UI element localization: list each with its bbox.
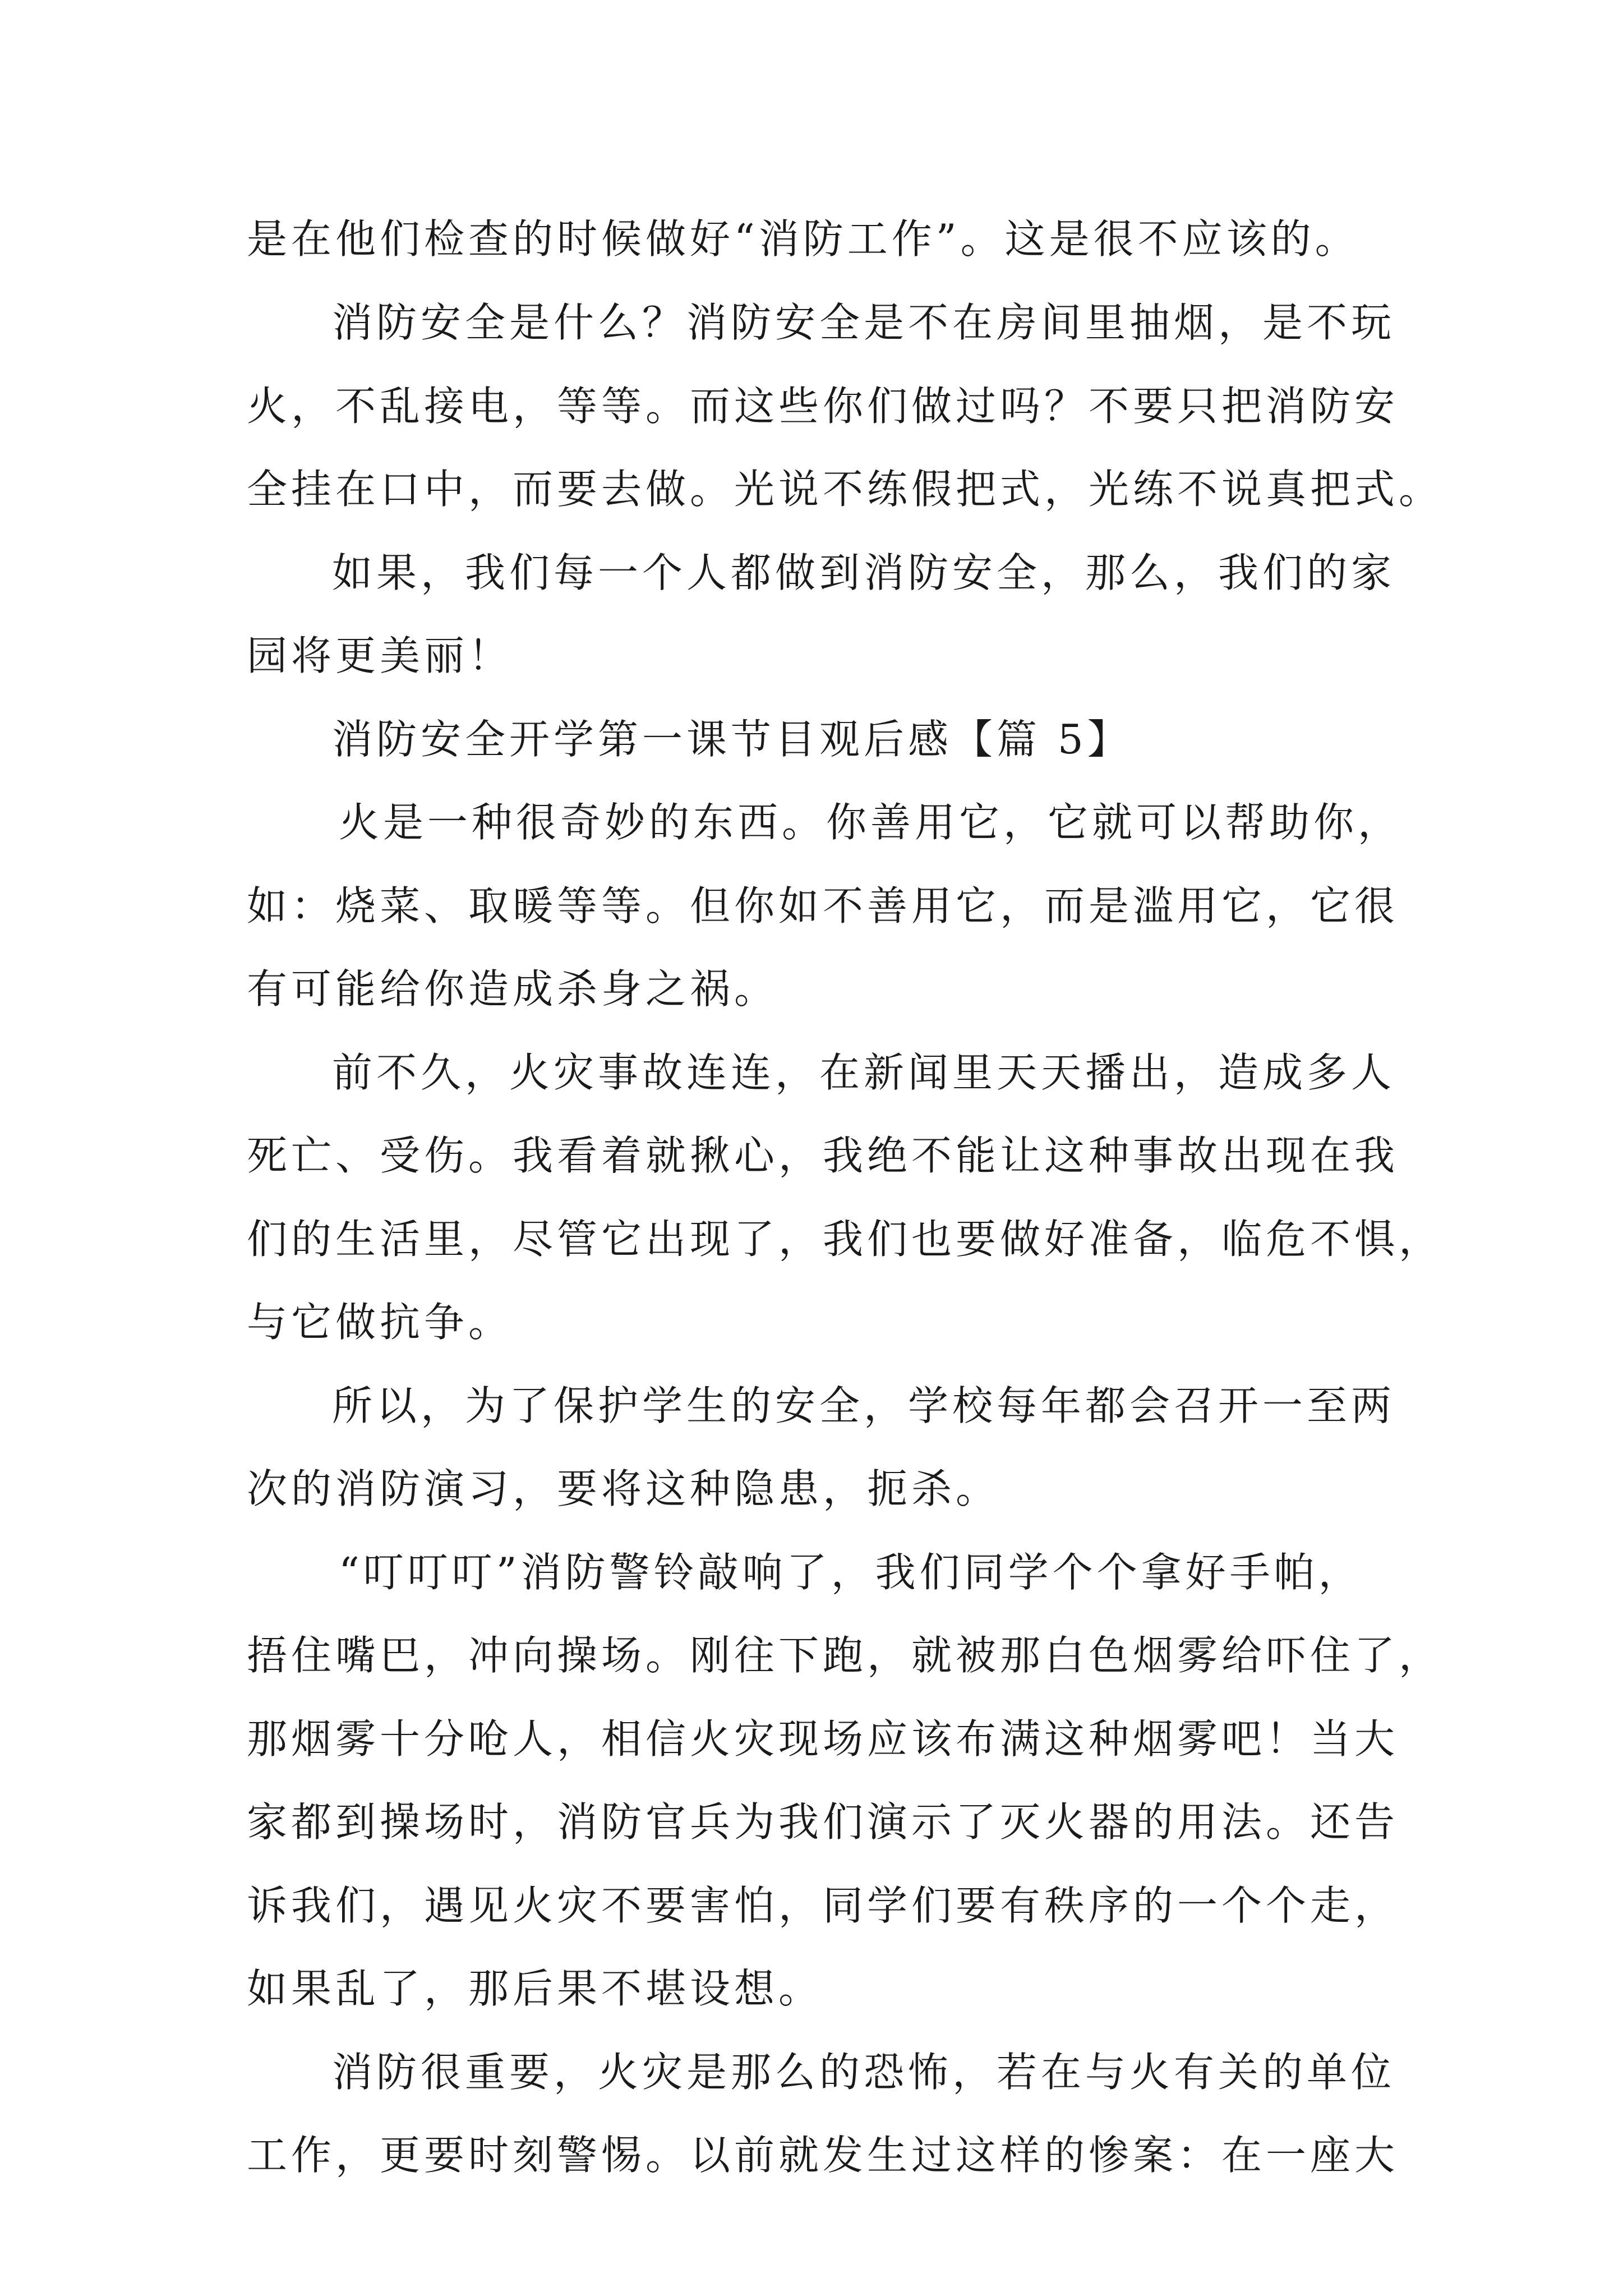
text-line: “叮叮叮”消防警铃敲响了，我们同学个个拿好手帕，	[339, 1549, 1363, 1596]
text-line: 诉我们，遇见火灾不要害怕，同学们要有秩序的一个个走，	[247, 1882, 1399, 1929]
text-line: 消防安全是什么？消防安全是不在房间里抽烟，是不玩	[332, 299, 1396, 346]
text-line: 有可能给你造成杀身之祸。	[247, 965, 779, 1013]
text-line: 火，不乱接电，等等。而这些你们做过吗？不要只把消防安	[247, 383, 1399, 430]
text-line: 消防很重要，火灾是那么的恐怖，若在与火有关的单位	[332, 2049, 1396, 2096]
text-line: 火是一种很奇妙的东西。你善用它，它就可以帮助你，	[339, 799, 1403, 846]
text-line: 次的消防演习，要将这种隐患，扼杀。	[247, 1465, 1000, 1512]
text-line: 如果乱了，那后果不堪设想。	[247, 1965, 823, 2012]
text-line: 那烟雾十分呛人，相信火灾现场应该布满这种烟雾吧！当大	[247, 1715, 1399, 1763]
text-line: 园将更美丽！	[247, 632, 513, 679]
text-line: 家都到操场时，消防官兵为我们演示了灭火器的用法。还告	[247, 1798, 1399, 1846]
section-heading: 消防安全开学第一课节目观后感【篇 5】	[332, 716, 1132, 763]
text-line: 工作，更要时刻警惕。以前就发生过这样的惨案：在一座大	[247, 2132, 1399, 2179]
text-line: 们的生活里，尽管它出现了，我们也要做好准备，临危不惧，	[247, 1216, 1444, 1263]
text-line: 如果，我们每一个人都做到消防安全，那么，我们的家	[332, 549, 1396, 596]
text-line: 死亡、受伤。我看着就揪心，我绝不能让这种事故出现在我	[247, 1132, 1399, 1179]
text-line: 全挂在口中，而要去做。光说不练假把式，光练不说真把式。	[247, 466, 1444, 513]
text-line: 与它做抗争。	[247, 1299, 513, 1346]
text-line: 前不久，火灾事故连连，在新闻里天天播出，造成多人	[332, 1049, 1396, 1096]
text-line: 是在他们检查的时候做好“消防工作”。这是很不应该的。	[247, 215, 1359, 263]
text-line: 捂住嘴巴，冲向操场。刚往下跑，就被那白色烟雾给吓住了，	[247, 1632, 1444, 1679]
text-line: 所以，为了保护学生的安全，学校每年都会召开一至两	[332, 1382, 1396, 1429]
text-line: 如：烧菜、取暖等等。但你如不善用它，而是滥用它，它很	[247, 882, 1399, 930]
